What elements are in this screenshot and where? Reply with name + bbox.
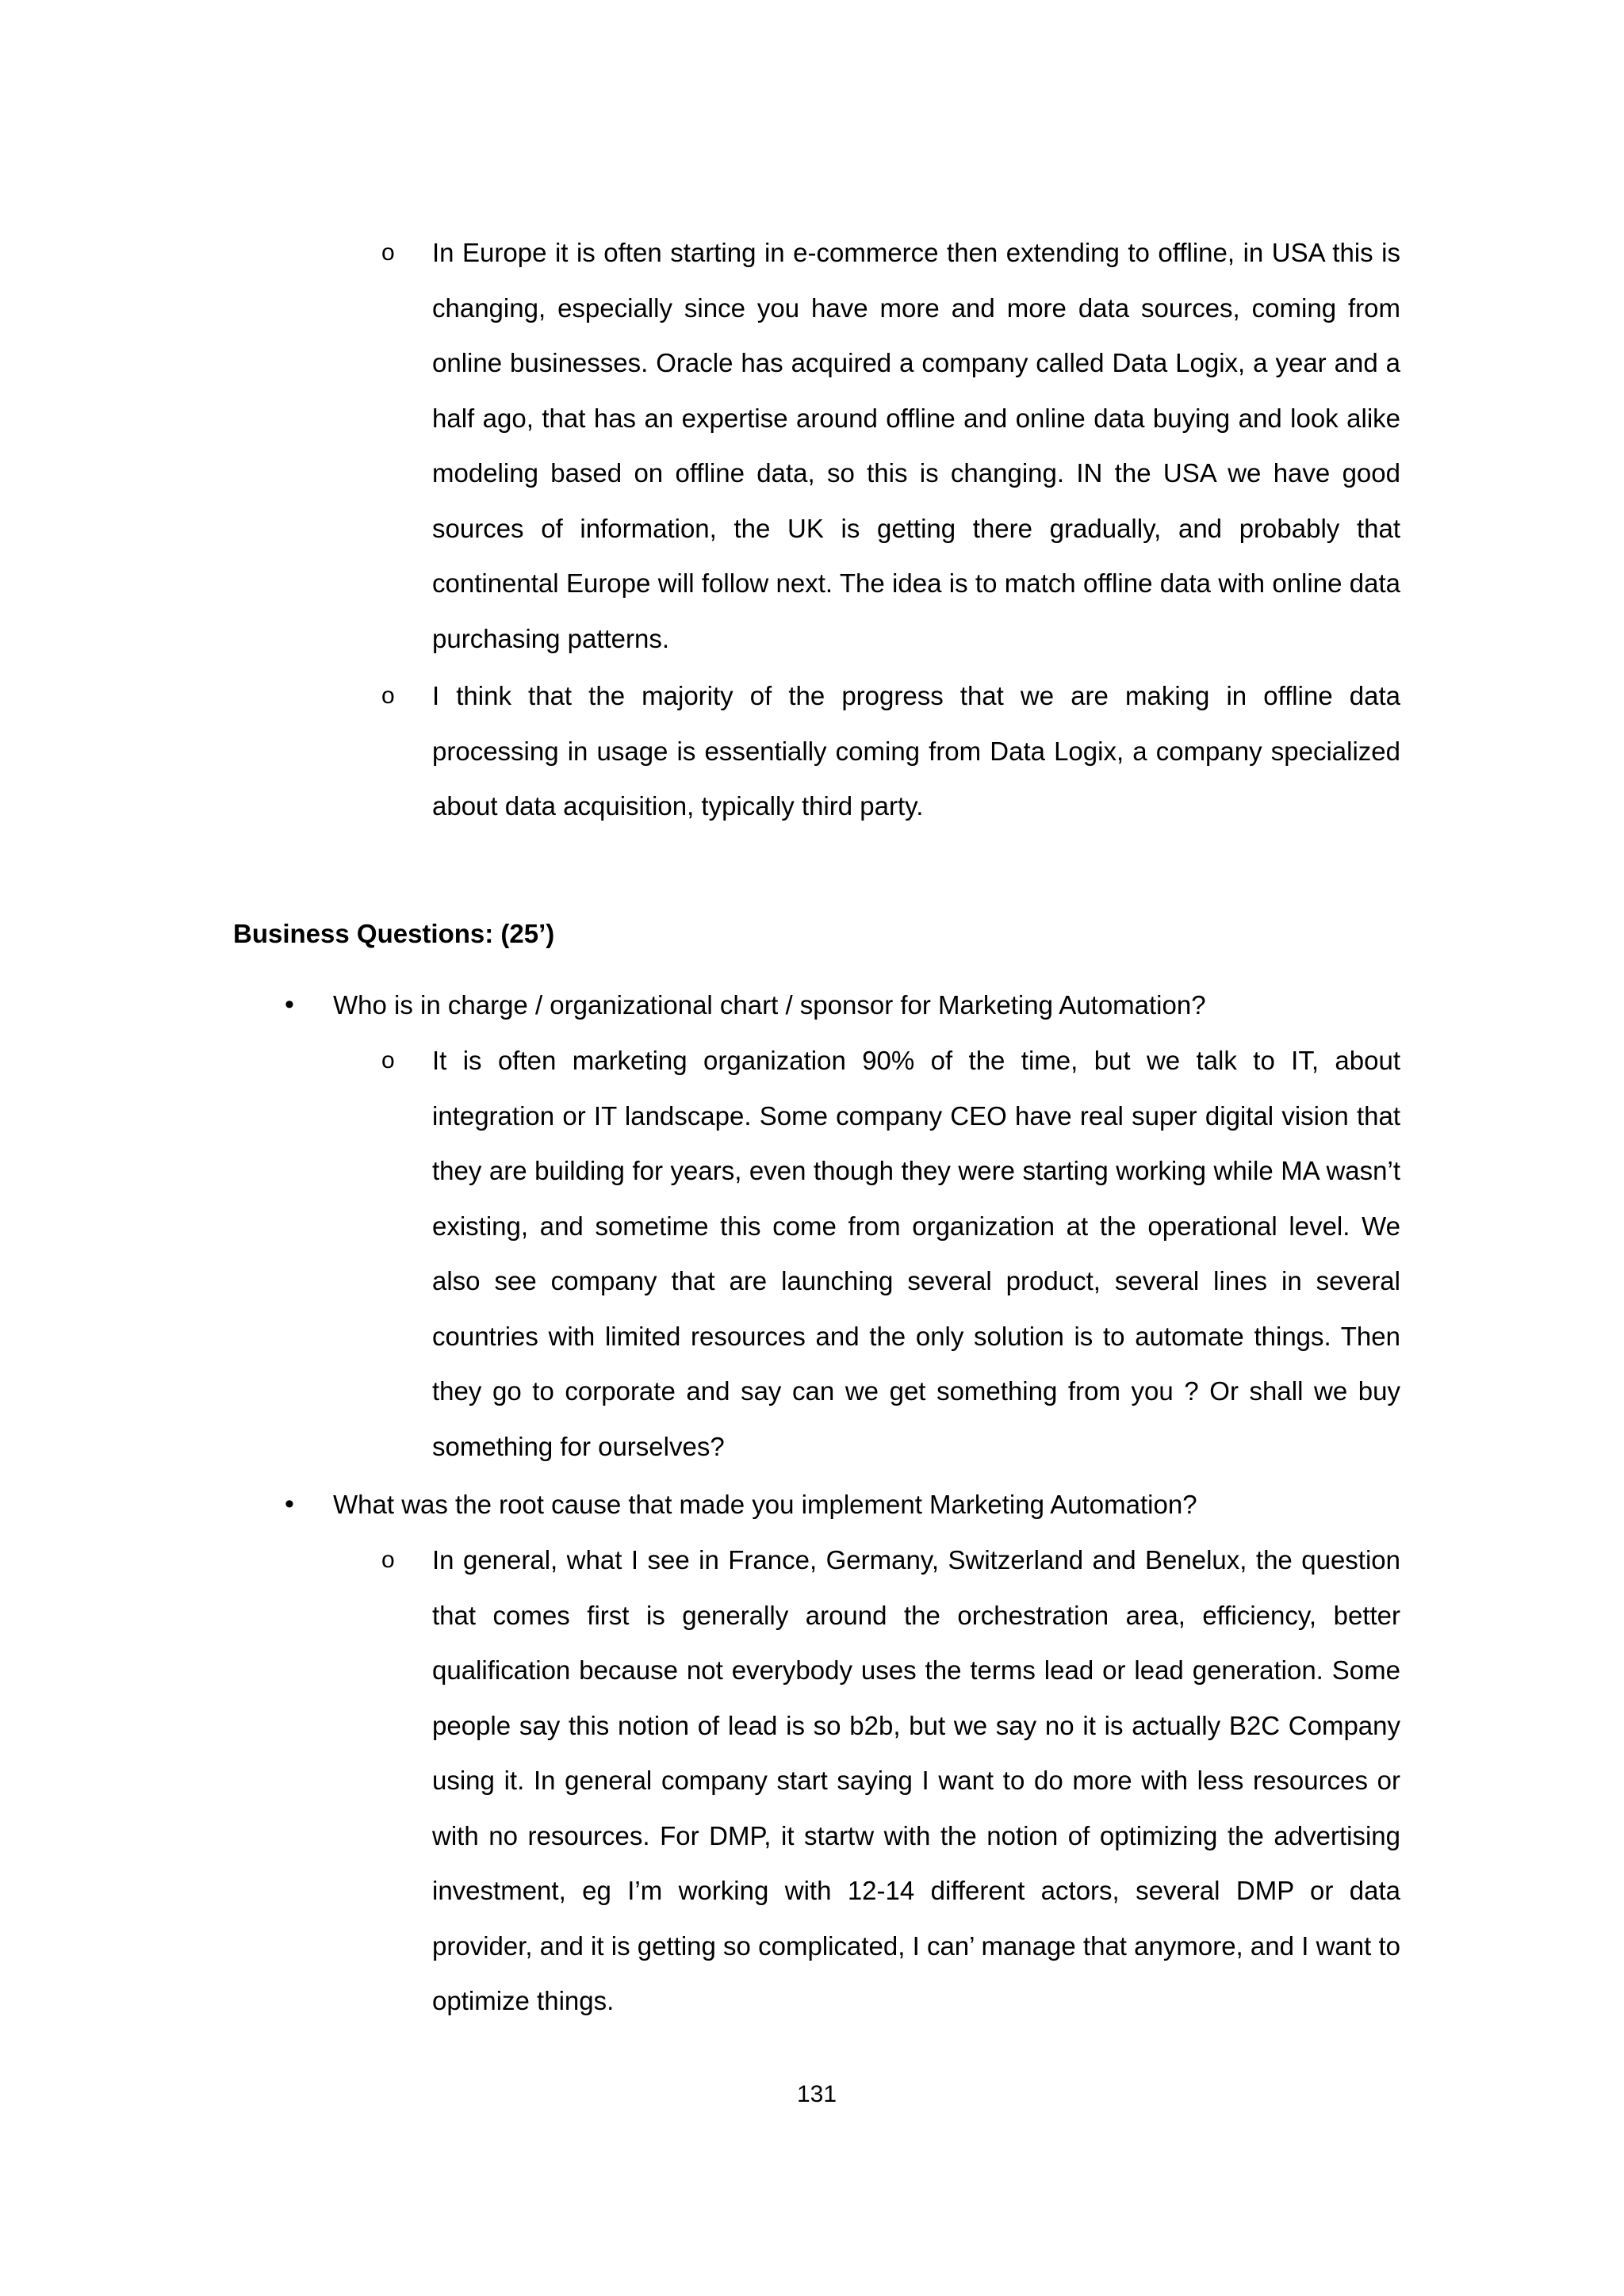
page-number: 131 [796, 2081, 837, 2107]
sub-bullet-marker: o [381, 239, 395, 266]
paragraph-data-logix: I think that the majority of the progress that we are making in offline data processing in usage is essentially coming from Data Logix, a company specialized about data acquisition, typically third party. [432, 681, 1400, 821]
bullet-marker: • [285, 989, 294, 1020]
sub-bullet-marker: o [381, 683, 395, 709]
answer-who-in-charge: It is often marketing organization 90% of the time, but we talk to IT, about integration or IT landscape. Some company CEO have real super digital vision that they are building for years, even though they were starting working while MA wasn’t existing, and sometime this come from organization at the operational level. We also see company that are launching several product, several lines in several countries with limited resources and the only solution is to automate things. Then they go to corporate and say can we get something from you ? Or shall we buy something for ourselves? [432, 1046, 1400, 1461]
sub-bullet-marker: o [381, 1547, 395, 1573]
answer-root-cause: In general, what I see in France, Germany, Switzerland and Benelux, the question that comes first is generally around the orchestration area, efficiency, better qualification because not everybody uses the terms lead or lead generation. Some people say this notion of lead is so b2b, but we say no it is actually B2C Company using it. In general company start saying I want to do more with less resources or with no resources. For DMP, it startw with the notion of optimizing the advertising investment, eg I’m working with 12-14 different actors, several DMP or data provider, and it is getting so complicated, I can’ manage that anymore, and I want to optimize things. [432, 1545, 1400, 2015]
question-who-in-charge: Who is in charge / organizational chart / sponsor for Marketing Automation? [333, 990, 1206, 1020]
sub-bullet-marker: o [381, 1047, 395, 1073]
question-root-cause: What was the root cause that made you implement Marketing Automation? [333, 1490, 1197, 1519]
bullet-marker: • [285, 1489, 294, 1519]
paragraph-europe-offline: In Europe it is often starting in e-commerce then extending to offline, in USA this is changing, especially since you have more and more data sources, coming from online businesses. Oracle has acquired a company called Data Logix, a year and a half ago, that has an expertise around offline and online data buying and look alike modeling based on offline data, so this is changing. IN the USA we have good sources of information, the UK is getting there gradually, and probably that continental Europe will follow next. The idea is to match offline data with online data purchasing patterns. [432, 238, 1400, 653]
section-heading: Business Questions: (25’) [233, 919, 555, 948]
